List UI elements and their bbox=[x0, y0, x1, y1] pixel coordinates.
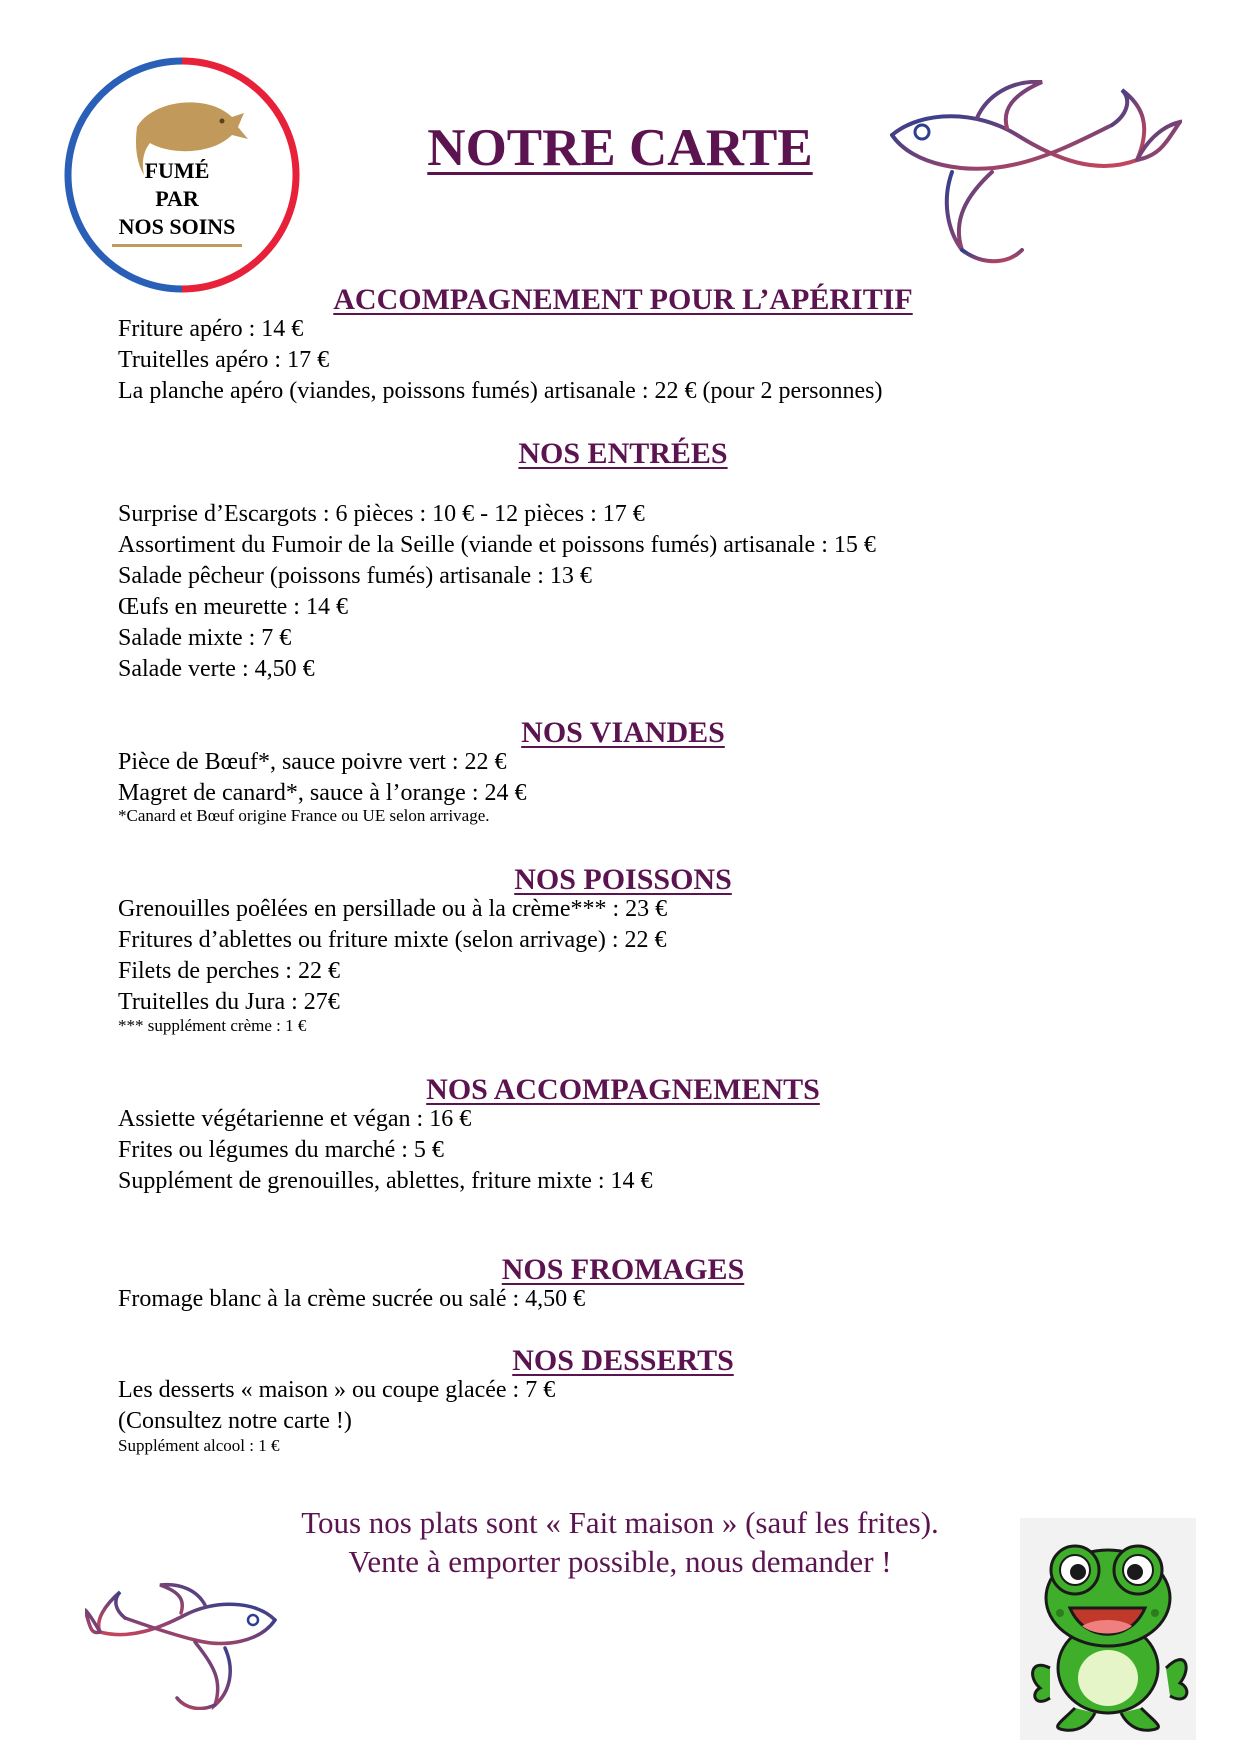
menu-item: Fritures d’ablettes ou friture mixte (selon arrivage) : 22 € bbox=[118, 927, 667, 953]
menu-item: Surprise d’Escargots : 6 pièces : 10 € - 12 pièces : 17 € bbox=[118, 501, 645, 527]
logo-line1: FUMÉ bbox=[144, 158, 210, 183]
menu-item: Les desserts « maison » ou coupe glacée : 7 € bbox=[118, 1377, 556, 1403]
fish-icon bbox=[882, 80, 1182, 275]
section-viandes bbox=[118, 715, 1128, 827]
section-poissons bbox=[118, 862, 1128, 1037]
section-title-poissons: NOS POISSONS bbox=[514, 863, 732, 896]
frog-icon bbox=[1020, 1518, 1196, 1740]
section-title-fromages: NOS FROMAGES bbox=[501, 1253, 745, 1286]
section-desserts bbox=[118, 1343, 1128, 1457]
footer-line1: Tous nos plats sont « Fait maison » (sauf les frites). bbox=[301, 1505, 939, 1540]
menu-item: Magret de canard*, sauce à l’orange : 24 € bbox=[118, 780, 527, 806]
menu-item: Frites ou légumes du marché : 5 € bbox=[118, 1137, 444, 1163]
section-title-accompagnements: NOS ACCOMPAGNEMENTS bbox=[426, 1073, 820, 1106]
menu-item: Salade mixte : 7 € bbox=[118, 625, 292, 651]
section-title-desserts: NOS DESSERTS bbox=[512, 1344, 734, 1377]
footnote: Supplément alcool : 1 € bbox=[118, 1436, 280, 1455]
menu-item: Grenouilles poêlées en persillade ou à la crème*** : 23 € bbox=[118, 896, 668, 922]
menu-item: Supplément de grenouilles, ablettes, friture mixte : 14 € bbox=[118, 1168, 653, 1194]
footer-line2: Vente à emporter possible, nous demander ! bbox=[348, 1544, 892, 1579]
menu-item: Assortiment du Fumoir de la Seille (viande et poissons fumés) artisanale : 15 € bbox=[118, 532, 876, 558]
menu-item: Truitelles du Jura : 27€ bbox=[118, 989, 340, 1015]
menu-item: La planche apéro (viandes, poissons fumés) artisanale : 22 € (pour 2 personnes) bbox=[118, 378, 883, 404]
menu-item: Filets de perches : 22 € bbox=[118, 958, 340, 984]
menu-item: Truitelles apéro : 17 € bbox=[118, 347, 330, 373]
page-title: NOTRE CARTE bbox=[427, 119, 813, 177]
menu-item: Pièce de Bœuf*, sauce poivre vert : 22 € bbox=[118, 749, 507, 775]
menu-item: (Consultez notre carte !) bbox=[118, 1408, 352, 1434]
logo-line3: NOS SOINS bbox=[118, 214, 236, 239]
menu-item: Assiette végétarienne et végan : 16 € bbox=[118, 1106, 472, 1132]
section-title-aperitif: ACCOMPAGNEMENT POUR L’APÉRITIF bbox=[333, 283, 913, 316]
menu-item: Friture apéro : 14 € bbox=[118, 316, 304, 342]
section-title-entrees: NOS ENTRÉES bbox=[518, 437, 728, 470]
menu-item: Salade verte : 4,50 € bbox=[118, 656, 315, 682]
logo-line2: PAR bbox=[155, 186, 199, 211]
section-accompagnements bbox=[118, 1072, 1128, 1197]
section-aperitif bbox=[118, 282, 1128, 407]
section-fromages bbox=[118, 1252, 1128, 1315]
menu-item: Salade pêcheur (poissons fumés) artisanale : 13 € bbox=[118, 563, 592, 589]
fish-icon bbox=[85, 1580, 285, 1710]
menu-item: Œufs en meurette : 14 € bbox=[118, 594, 348, 620]
footnote: *** supplément crème : 1 € bbox=[118, 1016, 307, 1035]
section-title-viandes: NOS VIANDES bbox=[521, 716, 725, 749]
menu-item: Fromage blanc à la crème sucrée ou salé : 4,50 € bbox=[118, 1286, 586, 1312]
footnote: *Canard et Bœuf origine France ou UE selon arrivage. bbox=[118, 806, 490, 825]
section-entrees bbox=[118, 436, 1128, 685]
